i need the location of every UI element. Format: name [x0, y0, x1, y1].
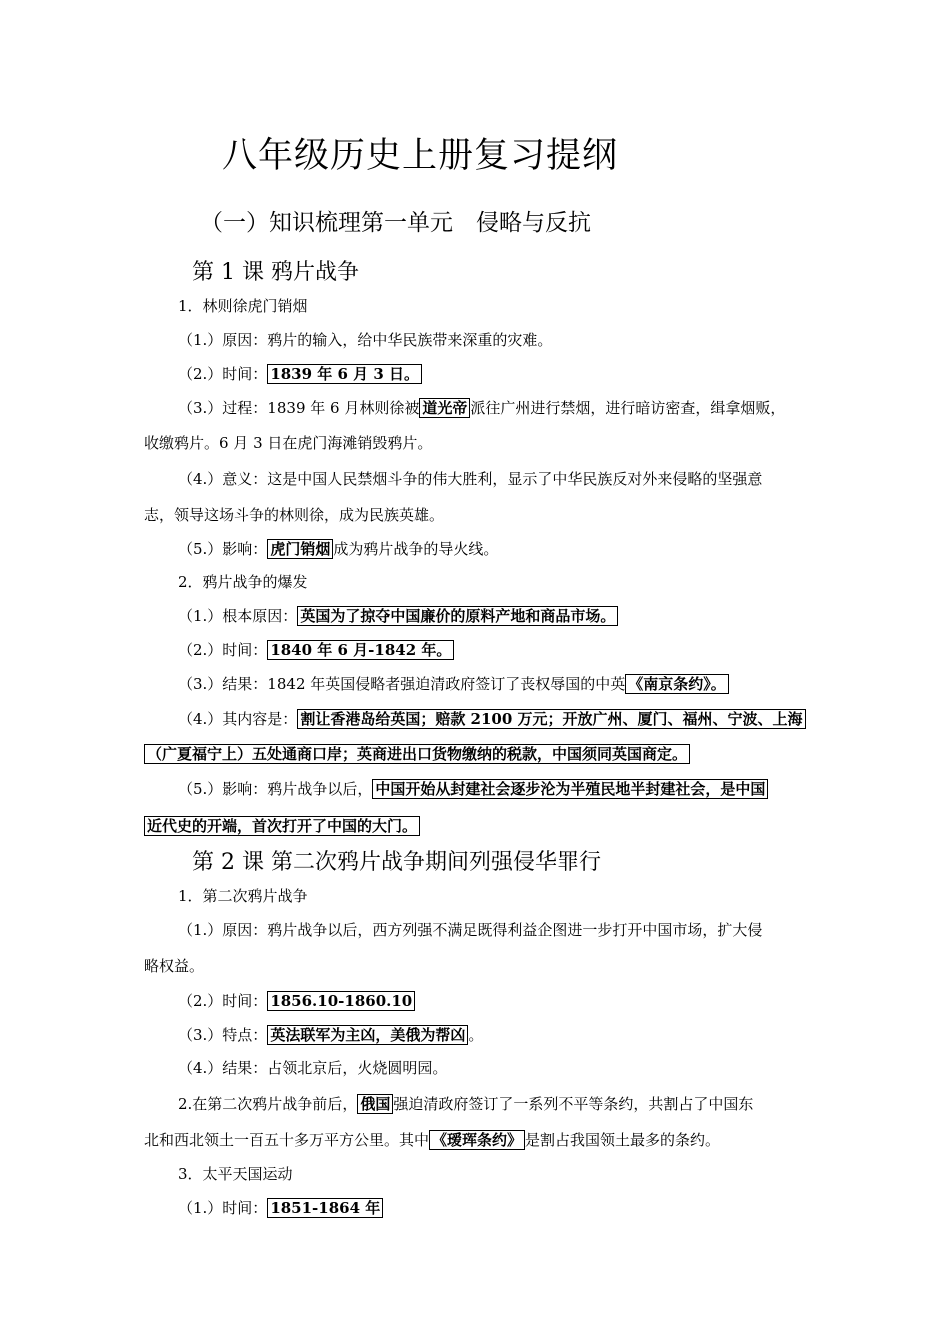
text-span: （3.）特点：: [178, 1026, 268, 1044]
key-point-box: 1856.10-1860.10: [267, 991, 415, 1011]
key-point-box: 中国开始从封建社会逐步沦为半殖民地半封建社会，是中国: [372, 779, 768, 799]
section-heading: 1．林则徐虎门销烟: [178, 297, 308, 315]
section-heading: 3．太平天国运动: [178, 1165, 293, 1183]
text-line: 收缴鸦片。6 月 3 日在虎门海滩销毁鸦片。: [144, 434, 433, 452]
page-title: 八年级历史上册复习提纲: [222, 136, 619, 176]
unit-heading: （一）知识梳理第一单元 侵略与反抗: [200, 210, 591, 236]
text-line: [144, 816, 420, 836]
key-point-box: 俄国: [357, 1094, 393, 1114]
section-heading: 2．鸦片战争的爆发: [178, 573, 308, 591]
key-point-box: 割让香港岛给英国；赔款 2100 万元；开放广州、厦门、福州、宁波、上海: [297, 709, 805, 729]
text-line: （4.）意义：这是中国人民禁烟斗争的伟大胜利，显示了中华民族反对外来侵略的坚强意: [178, 470, 763, 488]
key-point-box: 1840 年 6 月-1842 年。: [267, 640, 454, 660]
text-line: [178, 1025, 483, 1045]
text-span: 派往广州进行禁烟，进行暗访密查，缉拿烟贩，: [470, 399, 786, 417]
text-span: 是割占我国领土最多的条约。: [525, 1131, 721, 1149]
text-span: （5.）影响：鸦片战争以后，: [178, 780, 373, 798]
text-span: 成为鸦片战争的导火线。: [333, 540, 499, 558]
text-span: （2.）时间：: [178, 992, 268, 1010]
text-span: （1.）时间：: [178, 1199, 268, 1217]
section-heading: 1．第二次鸦片战争: [178, 887, 308, 905]
lesson-2-heading: 第 2 课 第二次鸦片战争期间列强侵华罪行: [192, 850, 601, 875]
key-point-box: 《瑷珲条约》: [429, 1130, 525, 1150]
key-point-box: 英法联军为主凶，美俄为帮凶: [267, 1025, 468, 1045]
text-span: （1.）根本原因：: [178, 607, 298, 625]
text-line: [178, 991, 415, 1011]
key-point-box: 英国为了掠夺中国廉价的原料产地和商品市场。: [297, 606, 618, 626]
key-point-box: 虎门销烟: [267, 539, 333, 559]
text-line: [144, 1130, 720, 1150]
text-line: 志，领导这场斗争的林则徐，成为民族英雄。: [144, 506, 445, 524]
text-span: （2.）时间：: [178, 365, 268, 383]
text-span: （4.）其内容是：: [178, 710, 298, 728]
text-line: [178, 539, 498, 559]
text-span: 强迫清政府签订了一系列不平等条约，共割占了中国东: [393, 1095, 754, 1113]
text-span: 2.在第二次鸦片战争前后，: [178, 1095, 358, 1113]
text-span: （2.）时间：: [178, 641, 268, 659]
text-span: （3.）过程：1839 年 6 月林则徐被: [178, 399, 420, 417]
text-line: [178, 674, 729, 694]
text-line: （1.）原因：鸦片战争以后，西方列强不满足既得利益企图进一步打开中国市场，扩大侵: [178, 921, 763, 939]
text-line: [178, 398, 785, 418]
key-point-box: 近代史的开端，首次打开了中国的大门。: [144, 816, 420, 836]
key-point-box: 1851-1864 年: [267, 1198, 383, 1218]
text-span: 。: [468, 1026, 484, 1044]
text-line: [178, 640, 454, 660]
text-line: （1.）原因：鸦片的输入，给中华民族带来深重的灾难。: [178, 331, 553, 349]
key-point-box: 1839 年 6 月 3 日。: [267, 364, 422, 384]
lesson-1-heading: 第 1 课 鸦片战争: [192, 260, 359, 285]
text-line: （4.）结果：占领北京后，火烧圆明园。: [178, 1059, 448, 1077]
text-line: [144, 744, 690, 764]
text-line: 略权益。: [144, 957, 205, 975]
text-line: [178, 709, 806, 729]
text-span: （3.）结果：1842 年英国侵略者强迫清政府签订了丧权辱国的中英: [178, 675, 626, 693]
text-line: [178, 364, 422, 384]
text-span: （5.）影响：: [178, 540, 268, 558]
key-point-box: 道光帝: [419, 398, 470, 418]
text-line: [178, 606, 618, 626]
key-point-box: 《南京条约》。: [625, 674, 729, 694]
text-line: [178, 779, 768, 799]
text-line: [178, 1198, 383, 1218]
text-line: [178, 1094, 753, 1114]
text-span: 北和西北领土一百五十多万平方公里。其中: [144, 1131, 430, 1149]
key-point-box: （广夏福宁上）五处通商口岸；英商进出口货物缴纳的税款，中国须同英国商定。: [144, 744, 690, 764]
